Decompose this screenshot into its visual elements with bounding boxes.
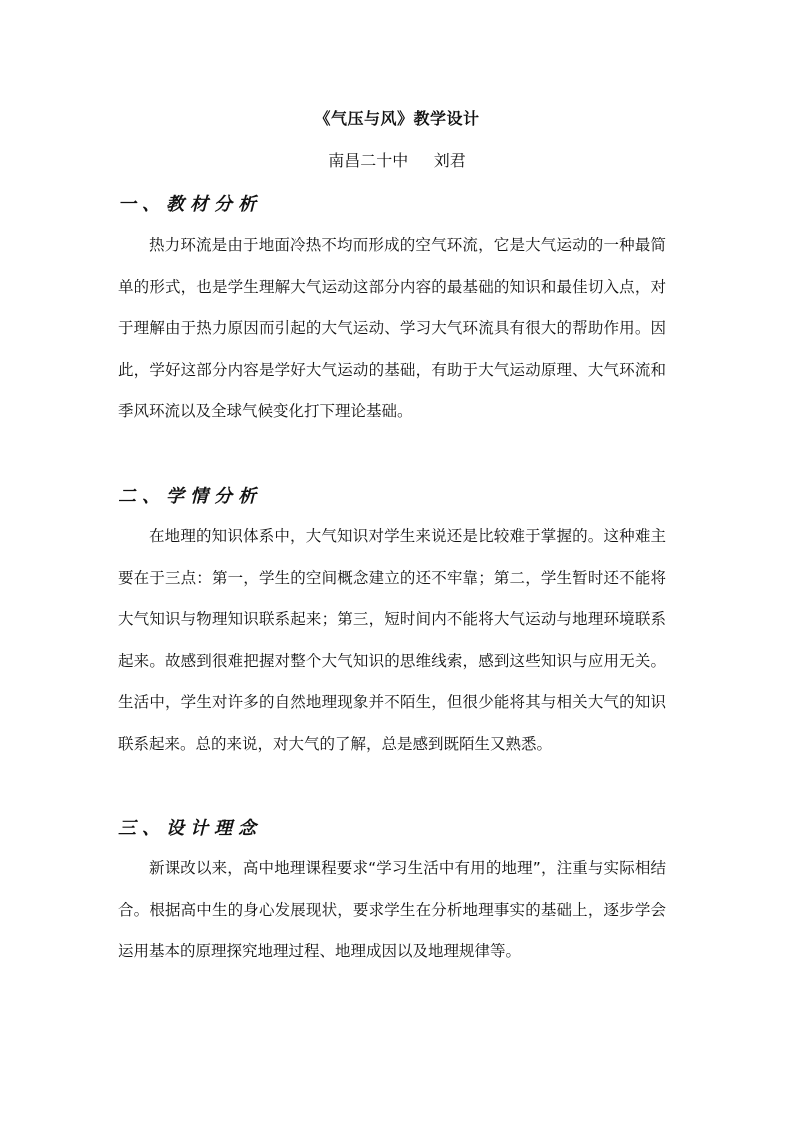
section-body-textbook-analysis: 热力环流是由于地面冷热不均而形成的空气环流，它是大气运动的一种最简单的形式，也是学生理解大气运动这部分内容的最基础的知识和最佳切入点，对于理解由于热力原因而引起的大气运动、学习大气环流具有很大的帮助作用。因此，学好这部分内容是学好大气运动的基础，有助于大气运动原理、大气环流和季风环流以及全球气候变化打下理论基础。 — [118, 236, 666, 420]
section-heading-student-analysis: 二、学情分析 — [118, 486, 262, 507]
document-title: 《气压与风》教学设计 — [314, 109, 480, 128]
section-heading-textbook-analysis: 一、教材分析 — [118, 194, 262, 215]
section-heading-design-concept: 三、设计理念 — [118, 818, 262, 839]
section-body-student-analysis: 在地理的知识体系中，大气知识对学生来说还是比较难于掌握的。这种难主要在于三点：第一，学生的空间概念建立的还不牢靠；第二，学生暂时还不能将大气知识与物理知识联系起来；第三，短时间内不能将大气运动与地理环境联系起来。故感到很难把握对整个大气知识的思维线索，感到这些知识与应用无关。生活中，学生对许多的自然地理现象并不陌生，但很少能将其与相关大气的知识联系起来。总的来说，对大气的了解，总是感到既陌生又熟悉。 — [118, 527, 666, 753]
document-author: 南昌二十中 刘君 — [328, 151, 466, 170]
section-body-design-concept: 新课改以来，高中地理课程要求“学习生活中有用的地理”，注重与实际相结合。根据高中生的身心发展现状，要求学生在分析地理事实的基础上，逐步学会运用基本的原理探究地理过程、地理成因以及地理规律等。 — [118, 859, 666, 960]
